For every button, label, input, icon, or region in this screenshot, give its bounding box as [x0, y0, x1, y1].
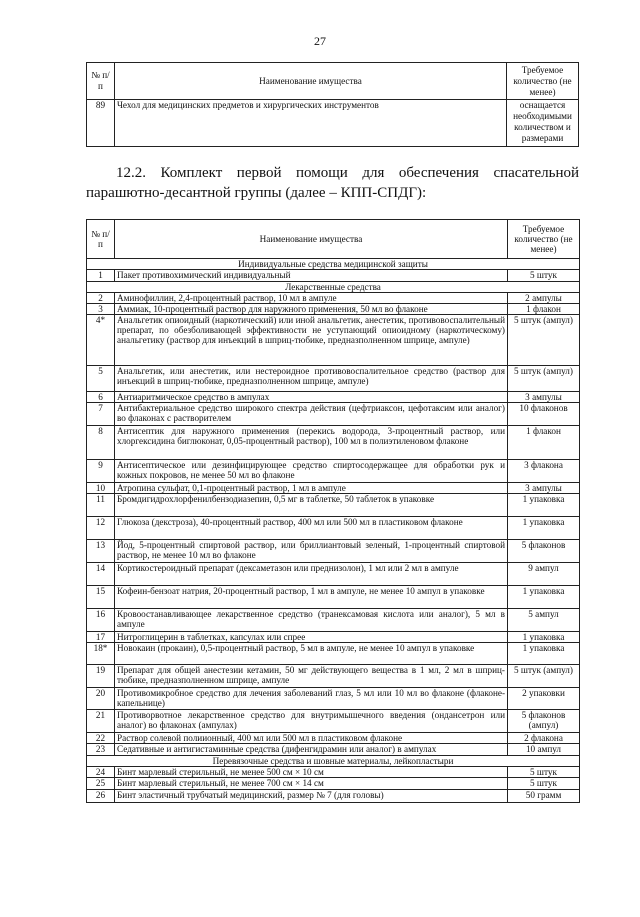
- row-qty: 5 флаконов: [508, 540, 580, 563]
- row-qty: 5 ампул: [508, 609, 580, 632]
- table-row: [87, 563, 580, 586]
- row-name: Бинт марлевый стерильный, не менее 500 см × 10 см: [115, 767, 508, 778]
- row-num: 20: [87, 688, 115, 710]
- row-name: Антибактериальное средство широкого спектра действия (цефтриаксон, цефотаксим или аналог) во флаконах с растворителем: [115, 403, 508, 426]
- row-qty: оснащается необходимыми количеством и размерами: [507, 100, 579, 147]
- row-num: 13: [87, 540, 115, 563]
- page-number: 27: [314, 34, 326, 48]
- table-row: [87, 632, 580, 643]
- row-name: Кортикостероидный препарат (дексаметазон или преднизолон), 1 мл или 2 мл в ампуле: [115, 563, 508, 586]
- row-name: Аминофиллин, 2,4-процентный раствор, 10 мл в ампуле: [115, 293, 508, 304]
- group-row: [87, 282, 580, 293]
- row-num: 3: [87, 304, 115, 315]
- row-name: Препарат для общей анестезии кетамин, 50 мг действующего вещества в 1 мл, 2 мл в шприц-тюбике, предназполненном шприце, ампуле: [115, 665, 508, 688]
- table-row: [87, 270, 580, 282]
- group-row: [87, 756, 580, 767]
- row-num: 26: [87, 790, 115, 803]
- table-row: [87, 744, 580, 756]
- row-num: 22: [87, 733, 115, 744]
- table-row: [87, 483, 580, 494]
- row-name: Глюкоза (декстроза), 40-процентный раствор, 400 мл или 500 мл в пластиковом флаконе: [115, 517, 508, 540]
- row-qty: 5 штук (ампул): [508, 665, 580, 688]
- row-num: 7: [87, 403, 115, 426]
- table-row: [87, 540, 580, 563]
- table-row: [87, 790, 580, 803]
- header-qty: Требуемое количество (не менее): [507, 63, 579, 100]
- table-row: [87, 304, 580, 315]
- row-qty: 1 упаковка: [508, 586, 580, 609]
- row-num: 4*: [87, 315, 115, 366]
- table-row: [87, 517, 580, 540]
- row-num: 6: [87, 392, 115, 403]
- group-row: [87, 259, 580, 270]
- row-name: Анальгетик, или анестетик, или нестероидное противовоспалительное средство (раствор для инъекций в шприц-тюбике, предназполненном шприце, ампуле): [115, 366, 508, 392]
- top-inventory-table: [86, 62, 579, 147]
- table-row: [87, 293, 580, 304]
- row-num: 1: [87, 270, 115, 282]
- row-name: Чехол для медицинских предметов и хирургических инструментов: [114, 100, 506, 147]
- row-num: 10: [87, 483, 115, 494]
- kpp-spdg-table: [86, 219, 580, 803]
- row-name: Нитроглицерин в таблетках, капсулах или спрее: [115, 632, 508, 643]
- row-name: Анальгетик опиоидный (наркотический) или иной анальгетик, анестетик, противовоспалительный препарат, по обезболивающей эффективности не уступающий опиоидному (наркотическому) анальгетику (раствор для инъекций в шприц-тюбике, предназполненном шприце, ампуле): [115, 315, 508, 366]
- row-qty: 10 флаконов: [508, 403, 580, 426]
- table-row: [87, 710, 580, 733]
- table-row: [87, 778, 580, 790]
- row-name: Новокаин (прокаин), 0,5-процентный раствор, 5 мл в ампуле, не менее 10 ампул в упаковке: [115, 643, 508, 665]
- row-num: 24: [87, 767, 115, 778]
- table-row: [87, 460, 580, 483]
- row-num: 18*: [87, 643, 115, 665]
- section-title-line1: 12.2. Комплект первой помощи для обеспечения спасательной: [116, 165, 579, 181]
- row-num: 2: [87, 293, 115, 304]
- row-qty: 3 ампулы: [508, 483, 580, 494]
- table-row: [87, 665, 580, 688]
- table-row: [87, 426, 580, 460]
- row-qty: 10 ампул: [508, 744, 580, 756]
- row-num: 12: [87, 517, 115, 540]
- row-num: 5: [87, 366, 115, 392]
- row-num: 19: [87, 665, 115, 688]
- section-title-line2: парашютно-десантной группы (далее – КПП-СПДГ):: [86, 185, 427, 201]
- row-name: Противорвотное лекарственное средство для внутримышечного введения (ондансетрон или аналог) во флаконах (ампулах): [115, 710, 508, 733]
- row-qty: 2 ампулы: [508, 293, 580, 304]
- row-qty: 5 штук: [508, 270, 580, 282]
- row-qty: 2 флакона: [508, 733, 580, 744]
- row-name: Атропина сульфат, 0,1-процентный раствор, 1 мл в ампуле: [115, 483, 508, 494]
- table-row: [87, 392, 580, 403]
- row-qty: 5 штук (ампул): [508, 315, 580, 366]
- table-row: [87, 366, 580, 392]
- table-header-row: [87, 220, 580, 259]
- row-qty: 5 штук: [508, 767, 580, 778]
- row-num: 14: [87, 563, 115, 586]
- table-row: [87, 494, 580, 517]
- table-row: [87, 733, 580, 744]
- row-name: Пакет противохимический индивидуальный: [115, 270, 508, 282]
- header-name: Наименование имущества: [115, 220, 508, 259]
- table-row: [87, 643, 580, 665]
- table-row: [87, 586, 580, 609]
- row-name: Кофеин-бензоат натрия, 20-процентный раствор, 1 мл в ампуле, не менее 10 ампул в упаковке: [115, 586, 508, 609]
- row-num: 15: [87, 586, 115, 609]
- row-name: Йод, 5-процентный спиртовой раствор, или бриллиантовый зеленый, 1-процентный спиртовой раствор, не менее 10 мл во флаконе: [115, 540, 508, 563]
- table-row: [87, 767, 580, 778]
- row-num: 11: [87, 494, 115, 517]
- row-num: 23: [87, 744, 115, 756]
- row-name: Аммиак, 10-процентный раствор для наружного применения, 50 мл во флаконе: [115, 304, 508, 315]
- row-name: Бинт марлевый стерильный, не менее 700 см × 14 см: [115, 778, 508, 790]
- row-num: 25: [87, 778, 115, 790]
- row-name: Антисептическое или дезинфицирующее средство спиртосодержащее для обработки рук и кожных покровов, не менее 50 мл во флаконе: [115, 460, 508, 483]
- group-heading: Перевязочные средства и шовные материалы, лейкопластыри: [87, 756, 580, 767]
- row-name: Бинт эластичный трубчатый медицинский, размер № 7 (для головы): [115, 790, 508, 803]
- row-name: Противомикробное средство для лечения заболеваний глаз, 5 мл или 10 мл во флаконе (флаконе-капельнице): [115, 688, 508, 710]
- row-qty: 5 флаконов (ампул): [508, 710, 580, 733]
- header-num: № п/п: [87, 63, 115, 100]
- table-row: [87, 403, 580, 426]
- table-row: [87, 315, 580, 366]
- section-title: [86, 163, 579, 203]
- table-row: [87, 688, 580, 710]
- row-name: Раствор солевой полиионный, 400 мл или 500 мл в пластиковом флаконе: [115, 733, 508, 744]
- row-qty: 1 флакон: [508, 304, 580, 315]
- row-name: Седативные и антигистаминные средства (дифенгидрамин или аналог) в ампулах: [115, 744, 508, 756]
- row-qty: 2 упаковки: [508, 688, 580, 710]
- row-qty: 3 ампулы: [508, 392, 580, 403]
- row-qty: 1 упаковка: [508, 632, 580, 643]
- header-num: № п/п: [87, 220, 115, 259]
- row-qty: 50 грамм: [508, 790, 580, 803]
- row-qty: 3 флакона: [508, 460, 580, 483]
- row-qty: 9 ампул: [508, 563, 580, 586]
- header-name: Наименование имущества: [114, 63, 506, 100]
- row-qty: 1 флакон: [508, 426, 580, 460]
- group-heading: Индивидуальные средства медицинской защиты: [87, 259, 580, 270]
- row-name: Бромдигидрохлорфенилбензодиазепин, 0,5 мг в таблетке, 50 таблеток в упаковке: [115, 494, 508, 517]
- table-header-row: [87, 63, 579, 100]
- table-row: [87, 100, 579, 147]
- row-num: 16: [87, 609, 115, 632]
- row-qty: 5 штук (ампул): [508, 366, 580, 392]
- header-qty: Требуемое количество (не менее): [508, 220, 580, 259]
- group-heading: Лекарственные средства: [87, 282, 580, 293]
- row-qty: 1 упаковка: [508, 643, 580, 665]
- row-qty: 5 штук: [508, 778, 580, 790]
- table-row: [87, 609, 580, 632]
- row-name: Кровоостанавливающее лекарственное средство (транексамовая кислота или аналог), 5 мл в ампуле: [115, 609, 508, 632]
- row-num: 21: [87, 710, 115, 733]
- row-num: 9: [87, 460, 115, 483]
- row-num: 89: [87, 100, 115, 147]
- row-name: Антисептик для наружного применения (перекись водорода, 3-процентный раствор, или хлоргексидина биглюконат, 0,05-процентный раствор), 100 мл в полиэтиленовом флаконе: [115, 426, 508, 460]
- row-num: 8: [87, 426, 115, 460]
- row-name: Антиаритмическое средство в ампулах: [115, 392, 508, 403]
- row-qty: 1 упаковка: [508, 494, 580, 517]
- row-qty: 1 упаковка: [508, 517, 580, 540]
- row-num: 17: [87, 632, 115, 643]
